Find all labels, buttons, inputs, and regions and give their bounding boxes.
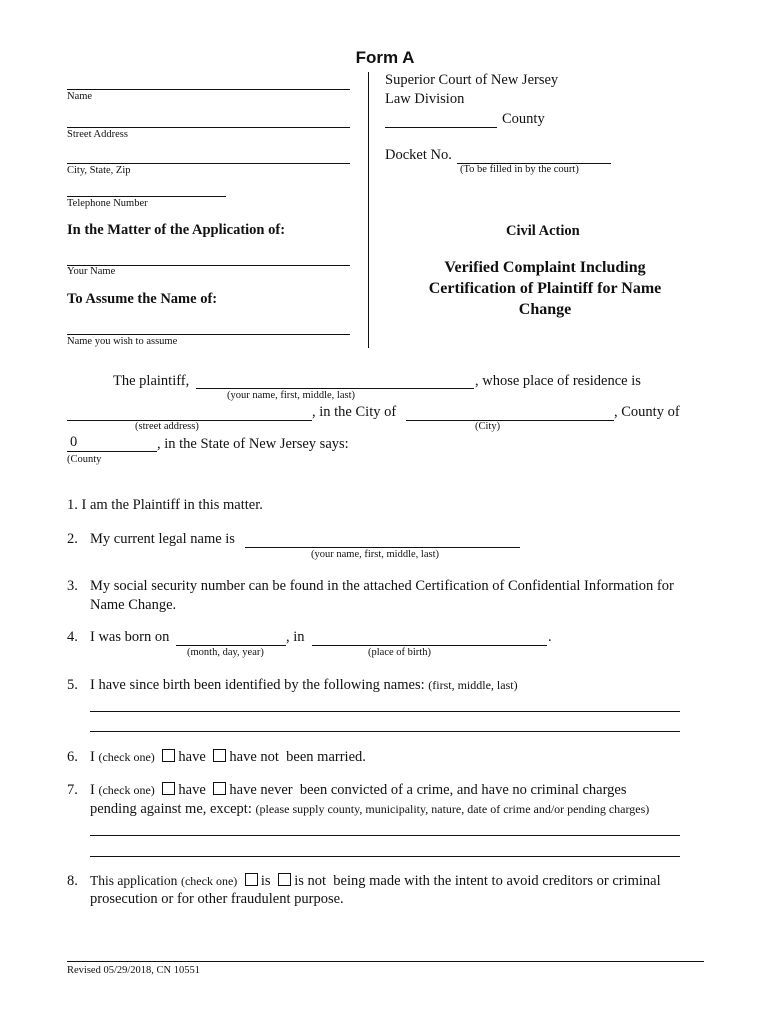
complaint-title-line3: Change: [518, 301, 572, 318]
county-hint: (County: [67, 454, 102, 465]
item-5-text: [90, 677, 518, 694]
item-8-app: This application: [90, 873, 178, 888]
charges-line-2[interactable]: [90, 838, 680, 857]
item-3-num: 3.: [67, 578, 78, 594]
legal-name-field[interactable]: [245, 529, 520, 548]
item-7-hint: (please supply county, municipality, nature, date of crime and/or pending charges): [255, 802, 650, 816]
new-name-label: Name you wish to assume: [67, 336, 178, 347]
footer-rule: [67, 961, 704, 962]
civil-action: Civil Action: [506, 223, 580, 239]
item-7-line2: [90, 801, 649, 818]
convicted-have-label: have: [178, 782, 206, 798]
form-title: Form A: [355, 48, 415, 67]
name-label: Name: [67, 91, 93, 102]
item-4-text: I was born on: [90, 629, 170, 645]
complaint-title-line2: Certification of Plaintiff for Name: [428, 280, 662, 297]
revision-note: Revised 05/29/2018, CN 10551: [67, 965, 200, 976]
married-have-not-label: have not: [229, 749, 279, 765]
matter-heading: In the Matter of the Application of:: [67, 222, 286, 238]
telephone-label: Telephone Number: [67, 198, 148, 209]
prior-names-line-1[interactable]: [90, 693, 680, 712]
convicted-have-never-label: have never: [229, 782, 293, 798]
county-label: County: [502, 111, 545, 127]
assume-heading: To Assume the Name of:: [67, 291, 218, 307]
intent-is-checkbox[interactable]: [245, 873, 258, 886]
item-4-in: , in: [286, 629, 305, 645]
item-7-check-one: (check one): [98, 783, 155, 797]
complaint-title: [390, 257, 700, 320]
in-city-label: , in the City of: [312, 404, 397, 420]
item-8-end: being made with the intent to avoid creditors or criminal: [333, 873, 661, 889]
item-3-line1: My social security number can be found in the attached Certification of Confidential Information for: [90, 578, 674, 594]
item-4-num: 4.: [67, 629, 78, 645]
item-5-hint: (first, middle, last): [428, 678, 518, 692]
item-2-num: 2.: [67, 531, 78, 547]
legal-name-hint: (your name, first, middle, last): [311, 549, 440, 560]
court-name: Superior Court of New Jersey: [385, 72, 559, 88]
residence-county-field[interactable]: [67, 433, 157, 452]
birth-place-field[interactable]: [312, 627, 547, 646]
prior-names-line-2[interactable]: [90, 713, 680, 732]
intent-is-not-checkbox[interactable]: [278, 873, 291, 886]
division-name: Law Division: [385, 91, 465, 107]
intent-is-not-label: is not: [294, 873, 327, 889]
item-3-line2: Name Change.: [90, 597, 177, 613]
plaintiff-name-hint: (your name, first, middle, last): [227, 390, 356, 401]
item-7-text: [90, 782, 627, 799]
street-address-label: Street Address: [67, 129, 128, 140]
telephone-field[interactable]: [67, 178, 226, 197]
item-6-check-one: (check one): [98, 750, 155, 764]
name-field[interactable]: [67, 71, 350, 90]
birth-date-field[interactable]: [176, 627, 286, 646]
docket-note: (To be filled in by the court): [460, 164, 579, 175]
street-hint: (street address): [135, 421, 199, 432]
item-2-text: My current legal name is: [90, 531, 235, 547]
item-6-text: [90, 749, 366, 766]
city-state-zip-label: City, State, Zip: [67, 165, 131, 176]
item-6-i: I: [90, 749, 95, 765]
county-of-label: , County of: [614, 404, 680, 420]
residence-label: , whose place of residence is: [475, 373, 641, 389]
item-5-label: I have since birth been identified by the following names:: [90, 677, 425, 693]
city-hint: (City): [475, 421, 501, 432]
married-have-checkbox[interactable]: [162, 749, 175, 762]
street-address-field[interactable]: [67, 109, 350, 128]
birth-date-hint: (month, day, year): [187, 647, 264, 658]
married-have-label: have: [178, 749, 206, 765]
charges-line-1[interactable]: [90, 817, 680, 836]
city-field[interactable]: [406, 402, 614, 421]
docket-label: Docket No.: [385, 147, 452, 163]
item-7-end: been convicted of a crime, and have no criminal charges: [299, 782, 627, 798]
vertical-divider: [368, 72, 369, 348]
item-8-check-one: (check one): [180, 874, 238, 888]
item-7-i: I: [90, 782, 95, 798]
docket-field[interactable]: [457, 145, 611, 164]
birth-place-hint: (place of birth): [368, 647, 431, 658]
item-6-end: been married.: [286, 749, 366, 765]
complaint-title-line1: Verified Complaint Including: [444, 259, 646, 276]
intent-is-label: is: [260, 873, 271, 889]
your-name-field[interactable]: [67, 247, 350, 266]
item-8-line2: prosecution or for other fraudulent purpose.: [90, 891, 344, 907]
convicted-have-never-checkbox[interactable]: [213, 782, 226, 795]
item-4-end: .: [548, 629, 552, 645]
residence-county-value: 0: [70, 434, 78, 450]
item-6-num: 6.: [67, 749, 78, 765]
convicted-have-checkbox[interactable]: [162, 782, 175, 795]
plaintiff-label: The plaintiff,: [113, 373, 190, 389]
item-8-text: [90, 873, 661, 890]
item-7-num: 7.: [67, 782, 78, 798]
item-1: 1. I am the Plaintiff in this matter.: [67, 497, 263, 513]
new-name-field[interactable]: [67, 316, 350, 335]
state-says-label: , in the State of New Jersey says:: [157, 436, 349, 452]
married-have-not-checkbox[interactable]: [213, 749, 226, 762]
item-8-num: 8.: [67, 873, 78, 889]
your-name-label: Your Name: [67, 266, 116, 277]
item-5-num: 5.: [67, 677, 78, 693]
city-state-zip-field[interactable]: [67, 145, 350, 164]
plaintiff-name-field[interactable]: [196, 370, 474, 389]
item-7-pending: pending against me, except:: [90, 801, 252, 817]
county-field[interactable]: [385, 109, 497, 128]
street-field[interactable]: [67, 402, 312, 421]
